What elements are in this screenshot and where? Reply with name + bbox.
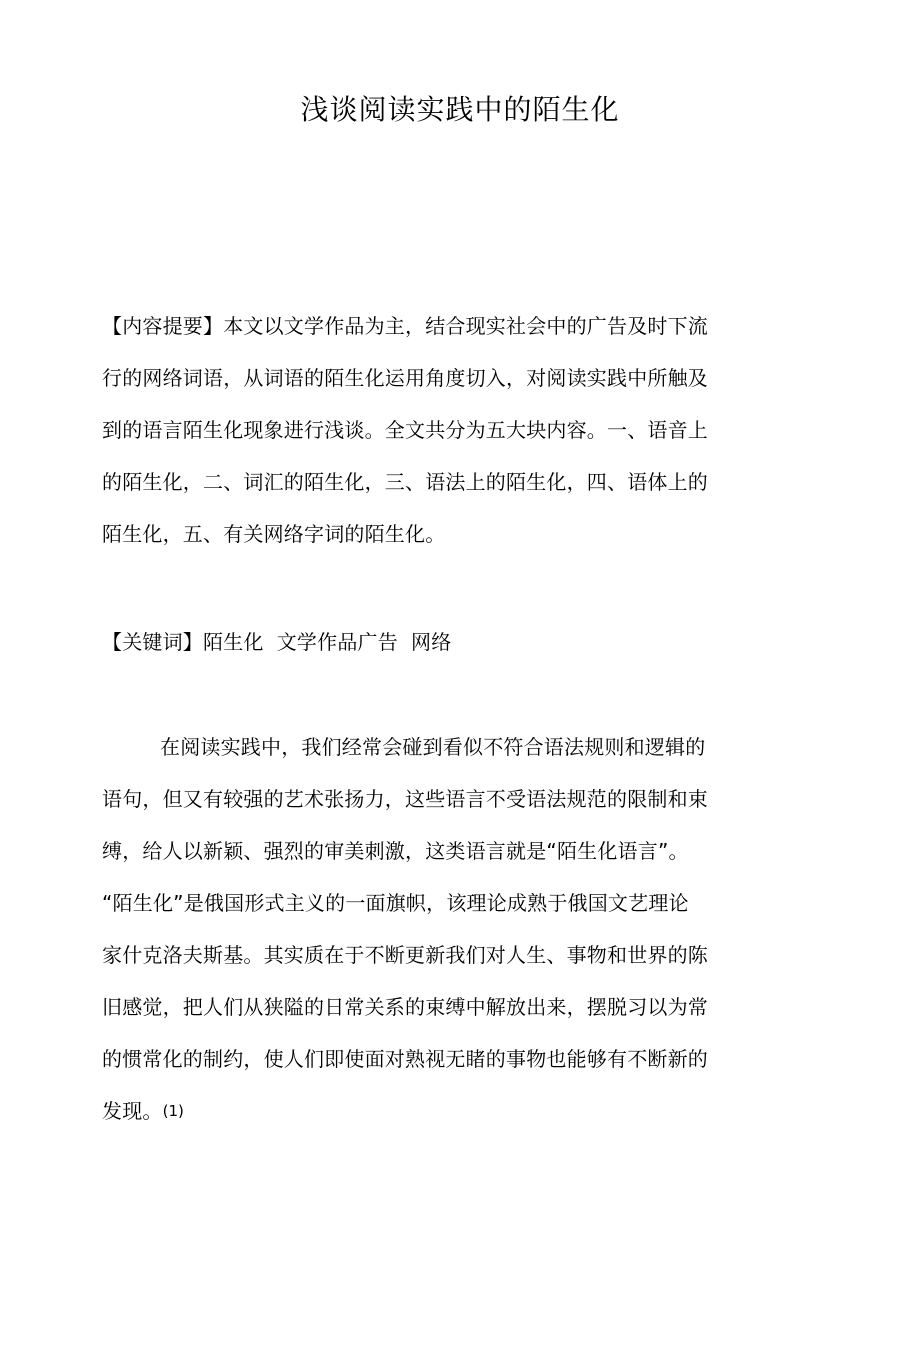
footnote-reference: (1)	[162, 1102, 184, 1120]
keywords-line: 【关键词】陌生化 文学作品广告 网络	[102, 630, 452, 654]
body-line: 的惯常化的制约，使人们即使面对熟视无睹的事物也能够有不断新的	[102, 1047, 708, 1071]
document-title: 浅谈阅读实践中的陌生化	[300, 93, 620, 126]
body-line: 在阅读实践中，我们经常会碰到看似不符合语法规则和逻辑的	[160, 735, 706, 759]
body-line: “陌生化”是俄国形式主义的一面旗帜，该理论成熟于俄国文艺理论	[102, 891, 689, 915]
body-last-line	[102, 1085, 762, 1137]
abstract-line: 到的语言陌生化现象进行浅谈。全文共分为五大块内容。一、语音上	[102, 418, 708, 442]
body-line: 语句，但又有较强的艺术张扬力，这些语言不受语法规范的限制和束	[102, 787, 708, 811]
abstract-line: 行的网络词语，从词语的陌生化运用角度切入，对阅读实践中所触及	[102, 366, 708, 390]
body-line-text: 发现。	[102, 1099, 163, 1123]
keywords-section	[102, 616, 762, 668]
body-line: 缚，给人以新颖、强烈的审美刺激，这类语言就是“陌生化语言”。	[102, 839, 689, 863]
abstract-line: 的陌生化，二、词汇的陌生化，三、语法上的陌生化，四、语体上的	[102, 470, 708, 494]
body-paragraph	[102, 721, 762, 1137]
abstract-section	[102, 300, 762, 560]
body-line: 旧感觉，把人们从狭隘的日常关系的束缚中解放出来，摆脱习以为常	[102, 995, 708, 1019]
abstract-line: 陌生化，五、有关网络字词的陌生化。	[102, 522, 446, 546]
abstract-line: 【内容提要】本文以文学作品为主，结合现实社会中的广告及时下流	[102, 314, 708, 338]
body-line: 家什克洛夫斯基。其实质在于不断更新我们对人生、事物和世界的陈	[102, 943, 708, 967]
